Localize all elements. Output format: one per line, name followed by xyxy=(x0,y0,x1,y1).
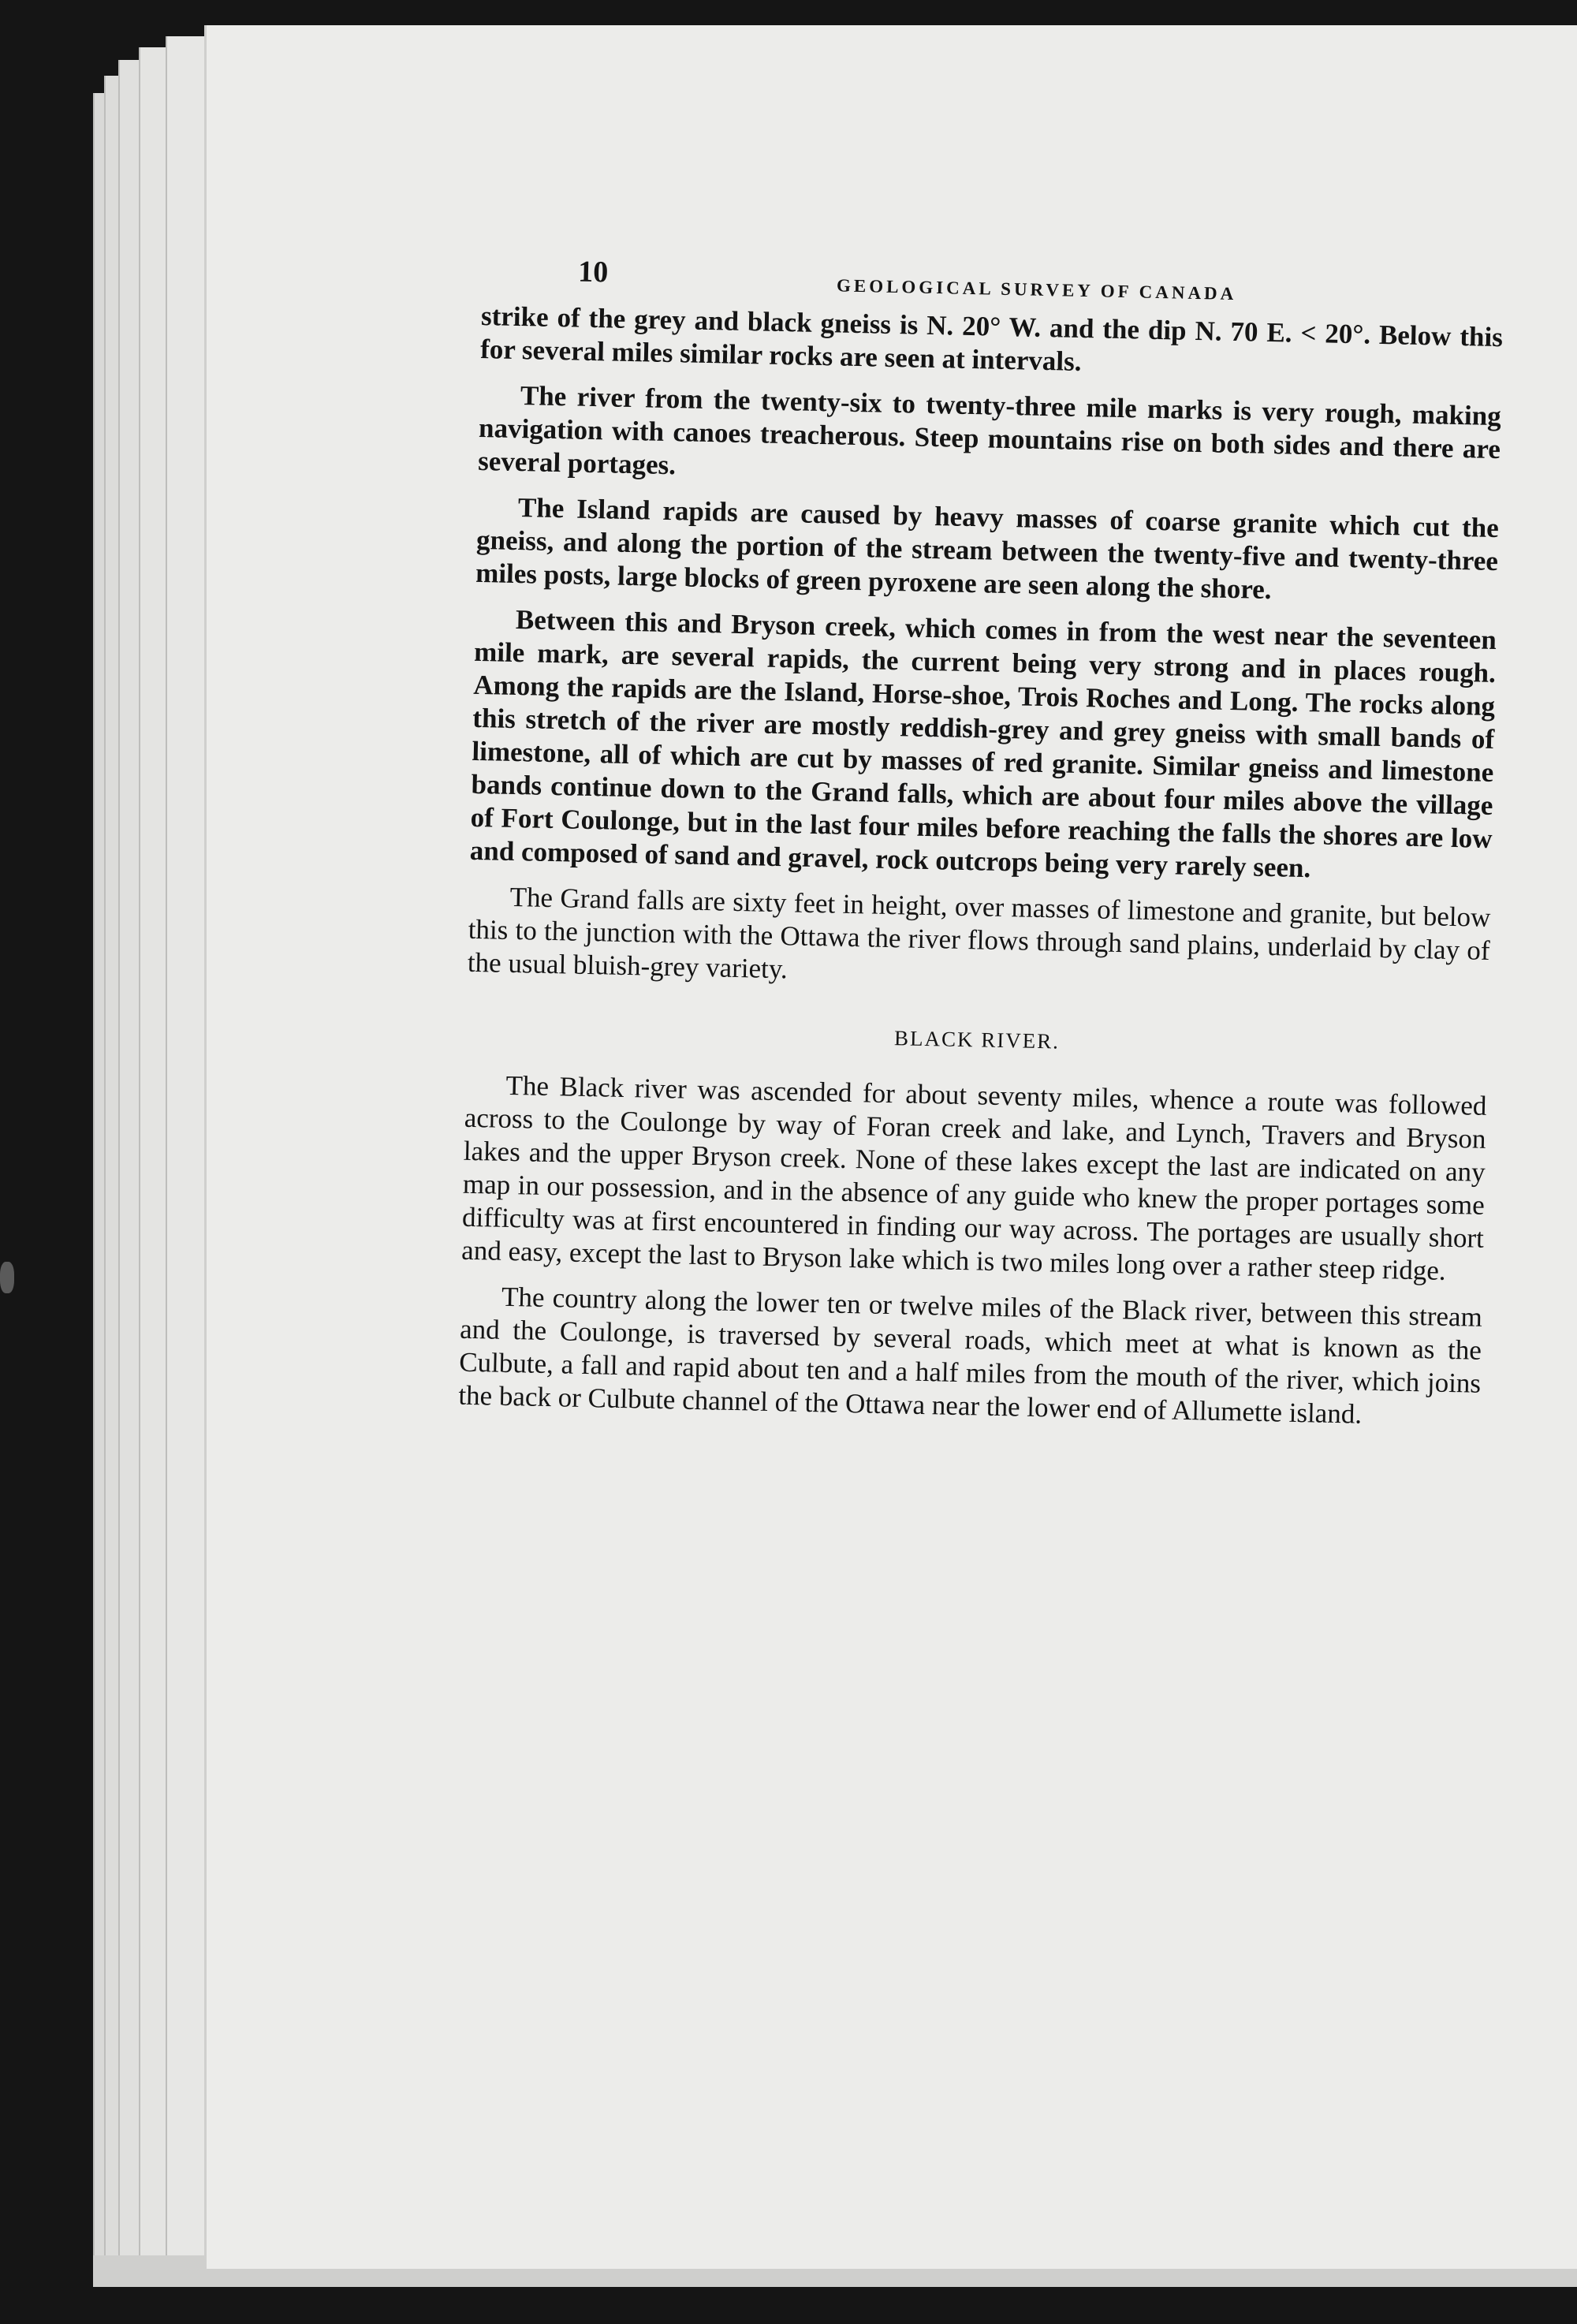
paragraph: The river from the twenty-six to twenty-three mile marks is very rough, making navigation with canoes treacherous. Steep mountains rise on both sides and there are several portages. xyxy=(477,380,1502,481)
paragraph: Between this and Bryson creek, which comes in from the west near the seventeen mile mark, are several rapids, the current being very strong and in places rough. Among the rapids are the Island, Horse-shoe, Trois Roches and Long. The rocks along this stretch of the river are mostly reddish-grey and grey gneiss with small bands of limestone, all of which are cut by masses of red granite. Similar gneiss and limestone bands continue down to the Grand falls, which are about four miles above the village of Fort Coulonge, but in the last four miles before reaching the falls the shores are low and composed of sand and gravel, rock outcrops being very rarely seen. xyxy=(469,603,1497,884)
paragraph: The Black river was ascended for about seventy miles, whence a route was followed across to the Coulonge by way of Foran creek and lake, and Lynch, Travers and Bryson lakes and the upper Bryson creek. None of these lakes except the last are indicated on any map in our possession, and in the absence of any guide who knew the proper portages some difficulty was at first encountered in finding our way across. The portages are usually short and easy, except the last to Bryson lake which is two miles long over a rather steep ridge. xyxy=(460,1069,1487,1286)
section-heading: BLACK RIVER. xyxy=(893,1026,1061,1054)
paragraph: The Grand falls are sixty feet in height, over masses of limestone and granite, but below this to the junction with the Ottawa the river flows through sand plains, underlaid by clay of the usual bluish-grey variety. xyxy=(467,881,1491,985)
page-number: 10 xyxy=(577,255,609,289)
paragraph: The country along the lower ten or twelve miles of the Black river, between this stream and the Coulonge, is traversed by several roads, which meet at what is known as the Culbute, a fall and rapid about ten and a half miles from the mouth of the river, which joins the back or Culbute channel of the Ottawa near the lower end of Allumette island. xyxy=(458,1281,1483,1430)
running-head: GEOLOGICAL SURVEY OF CANADA xyxy=(836,275,1237,304)
scan-smudge xyxy=(0,1262,14,1293)
paragraph-continued: strike of the grey and black gneiss is N. 20° W. and the dip N. 70 E. < 20°. Below this for several miles similar rocks are seen at intervals. xyxy=(479,300,1504,377)
paragraph: The Island rapids are caused by heavy masses of coarse granite which cut the gneiss, and along the portion of the stream between the twenty-five and twenty-three miles posts, large blocks of green pyroxene are seen along the shore. xyxy=(475,492,1500,606)
page-text-block xyxy=(458,244,1504,1446)
